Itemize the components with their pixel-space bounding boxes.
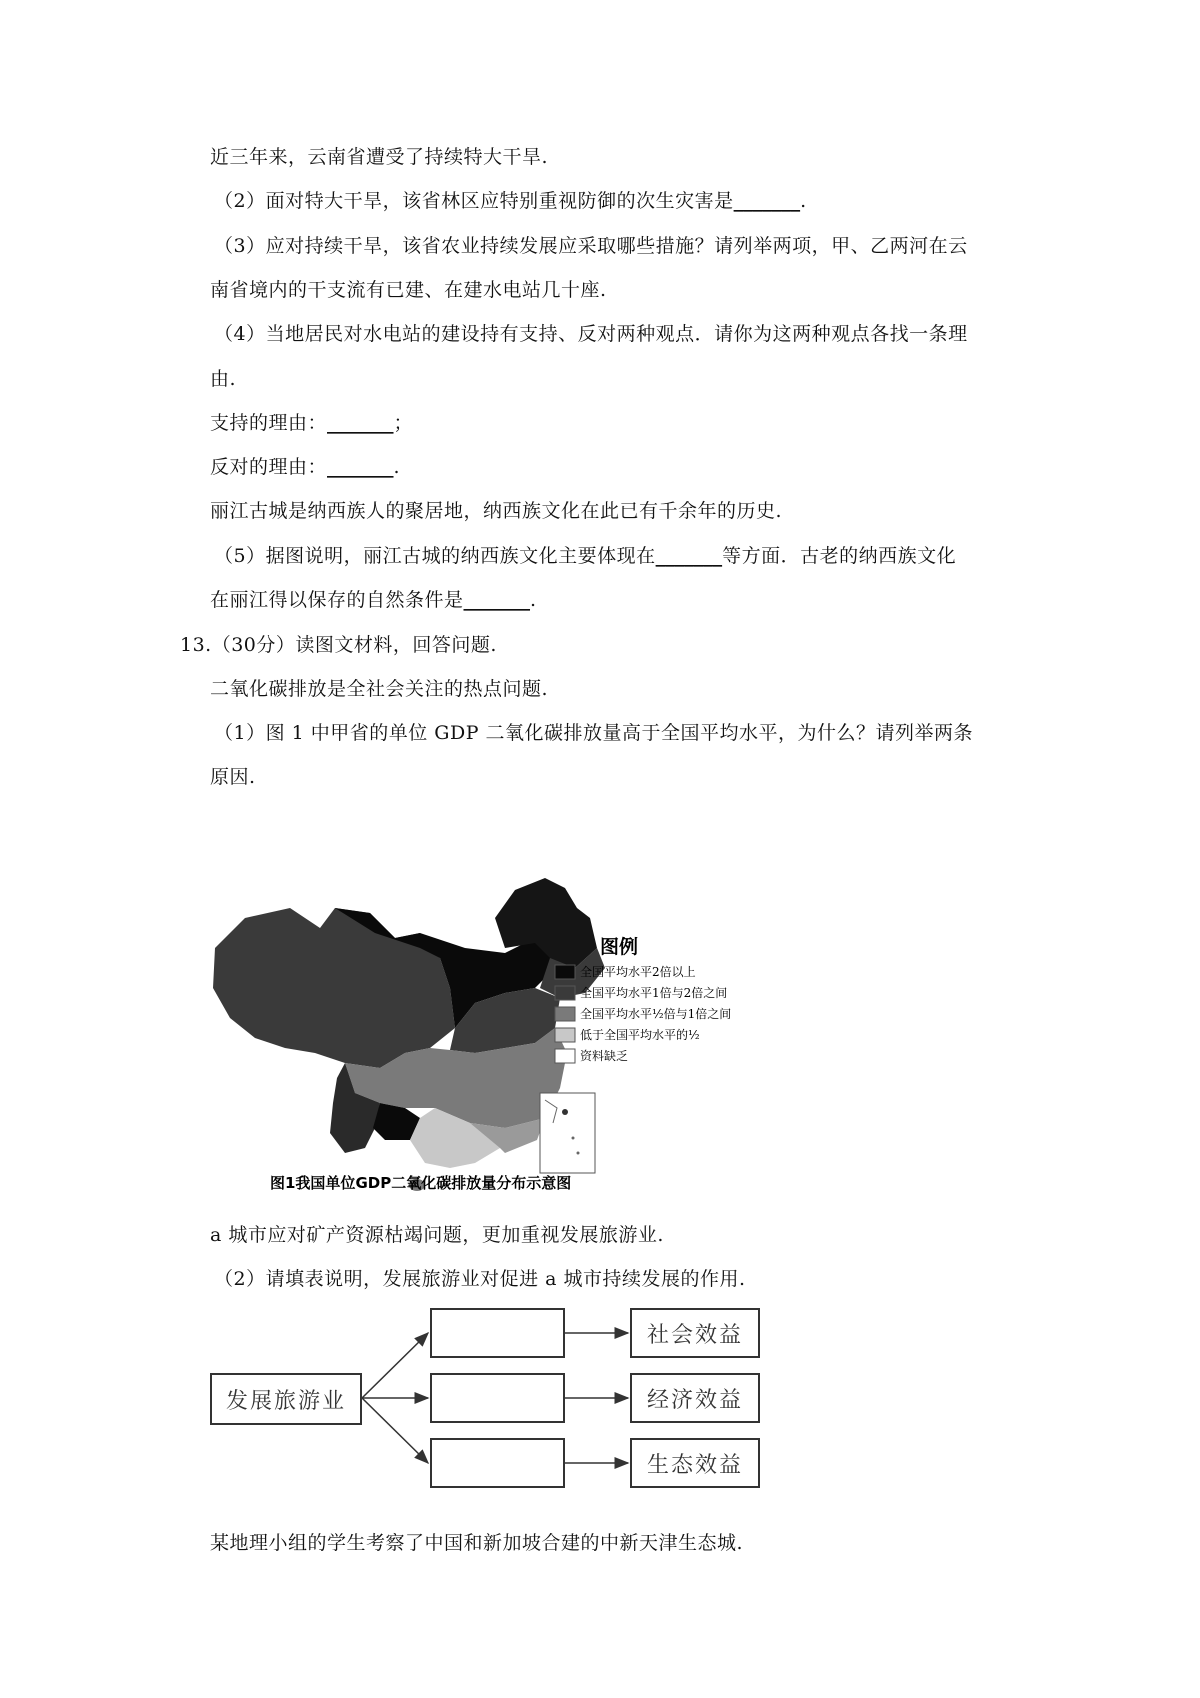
question-3: （3）应对持续干旱，该省农业持续发展应采取哪些措施？请列举两项，甲、乙两河在云 [214,235,968,257]
question-13-1: （1）图 1 中甲省的单位 GDP 二氧化碳排放量高于全国平均水平，为什么？请列举两条 [214,722,974,744]
text-line: a 城市应对矿产资源枯竭问题，更加重视发展旅游业. [210,1224,664,1246]
question-5-text: （5）据图说明，丽江古城的纳西族文化主要体现在 [214,545,656,567]
text-line: 由. [210,368,237,390]
inset-island [572,1137,575,1140]
text-line: 二氧化碳排放是全社会关注的热点问题. [210,678,549,700]
economic-benefit-box [630,1373,760,1423]
legend-swatch [555,1028,575,1042]
text-line [210,587,537,613]
legend-swatch [555,1049,575,1063]
punct: ； [393,412,414,434]
question-2 [214,188,807,214]
question-13-text: （30分）读图文材料，回答问题. [211,634,497,656]
answer-blank: _______ [655,545,723,567]
blank-box-text [432,1375,563,1421]
text-line: 南省境内的干支流有已建、在建水电站几十座. [210,279,607,301]
legend-swatch [555,1007,575,1021]
co2-emission-map-figure [205,878,785,1193]
map-region-west [213,908,455,1068]
question-4: （4）当地居民对水电站的建设持有支持、反对两种观点．请你为这两种观点各找一条理 [214,323,968,345]
ecological-benefit-label: 生态效益 [646,1452,743,1478]
tourism-label: 发展旅游业 [225,1388,346,1414]
blank-box-3[interactable] [430,1438,565,1488]
china-map-svg [205,878,785,1193]
arrow [362,1333,428,1398]
question-2-text: （2）面对特大干旱，该省林区应特别重视防御的次生灾害是 [214,190,734,212]
social-benefit-label: 社会效益 [646,1322,743,1348]
arrow [362,1398,428,1463]
legend-label: 低于全国平均水平的½ [580,1028,700,1042]
text-line: 某地理小组的学生考察了中国和新加坡合建的中新天津生态城. [210,1532,744,1554]
text-line: 丽江古城是纳西族人的聚居地，纳西族文化在此已有千余年的历史. [210,500,783,522]
legend-swatch [555,986,575,1000]
social-benefit-box [630,1308,760,1358]
blank-box-1[interactable] [430,1308,565,1358]
answer-blank: _______ [733,190,801,212]
question-number: 13. [180,634,212,656]
punct: . [800,190,807,212]
economic-benefit-label: 经济效益 [646,1387,743,1413]
punct: . [530,589,537,611]
legend-label: 全国平均水平½倍与1倍之间 [580,1007,732,1021]
legend-title: 图例 [600,936,639,958]
question-5 [214,543,956,569]
question-13 [180,632,497,658]
inset-island [562,1109,568,1115]
south-china-sea-inset [540,1093,595,1173]
blank-box-text [432,1310,563,1356]
oppose-reason [210,454,400,480]
question-5-text-2: 在丽江得以保存的自然条件是 [210,589,464,611]
legend-swatch [555,965,575,979]
legend-label: 全国平均水平2倍以上 [580,965,696,979]
oppose-label: 反对的理由： [210,456,328,478]
tourism-box [210,1373,362,1425]
map-legend [555,964,731,1063]
figure-caption: 图1我国单位GDP二氧化碳排放量分布示意图 [270,1174,572,1192]
text-line: 近三年来，云南省遭受了持续特大干旱. [210,146,549,168]
punct: . [393,456,401,478]
legend-label: 全国平均水平1倍与2倍之间 [580,986,728,1000]
answer-blank: _______ [327,456,394,478]
legend-label: 资料缺乏 [580,1049,629,1063]
tourism-benefit-diagram [210,1303,770,1493]
ecological-benefit-box [630,1438,760,1488]
text-line: 原因. [210,766,256,788]
support-label: 支持的理由： [210,412,328,434]
inset-island [577,1152,580,1155]
blank-box-text [432,1440,563,1486]
answer-blank: _______ [327,412,394,434]
question-5-text-cont: 等方面．古老的纳西族文化 [722,545,957,567]
question-13-2: （2）请填表说明，发展旅游业对促进 a 城市持续发展的作用. [214,1268,746,1290]
blank-box-2[interactable] [430,1373,565,1423]
support-reason [210,410,413,436]
answer-blank: _______ [463,589,531,611]
